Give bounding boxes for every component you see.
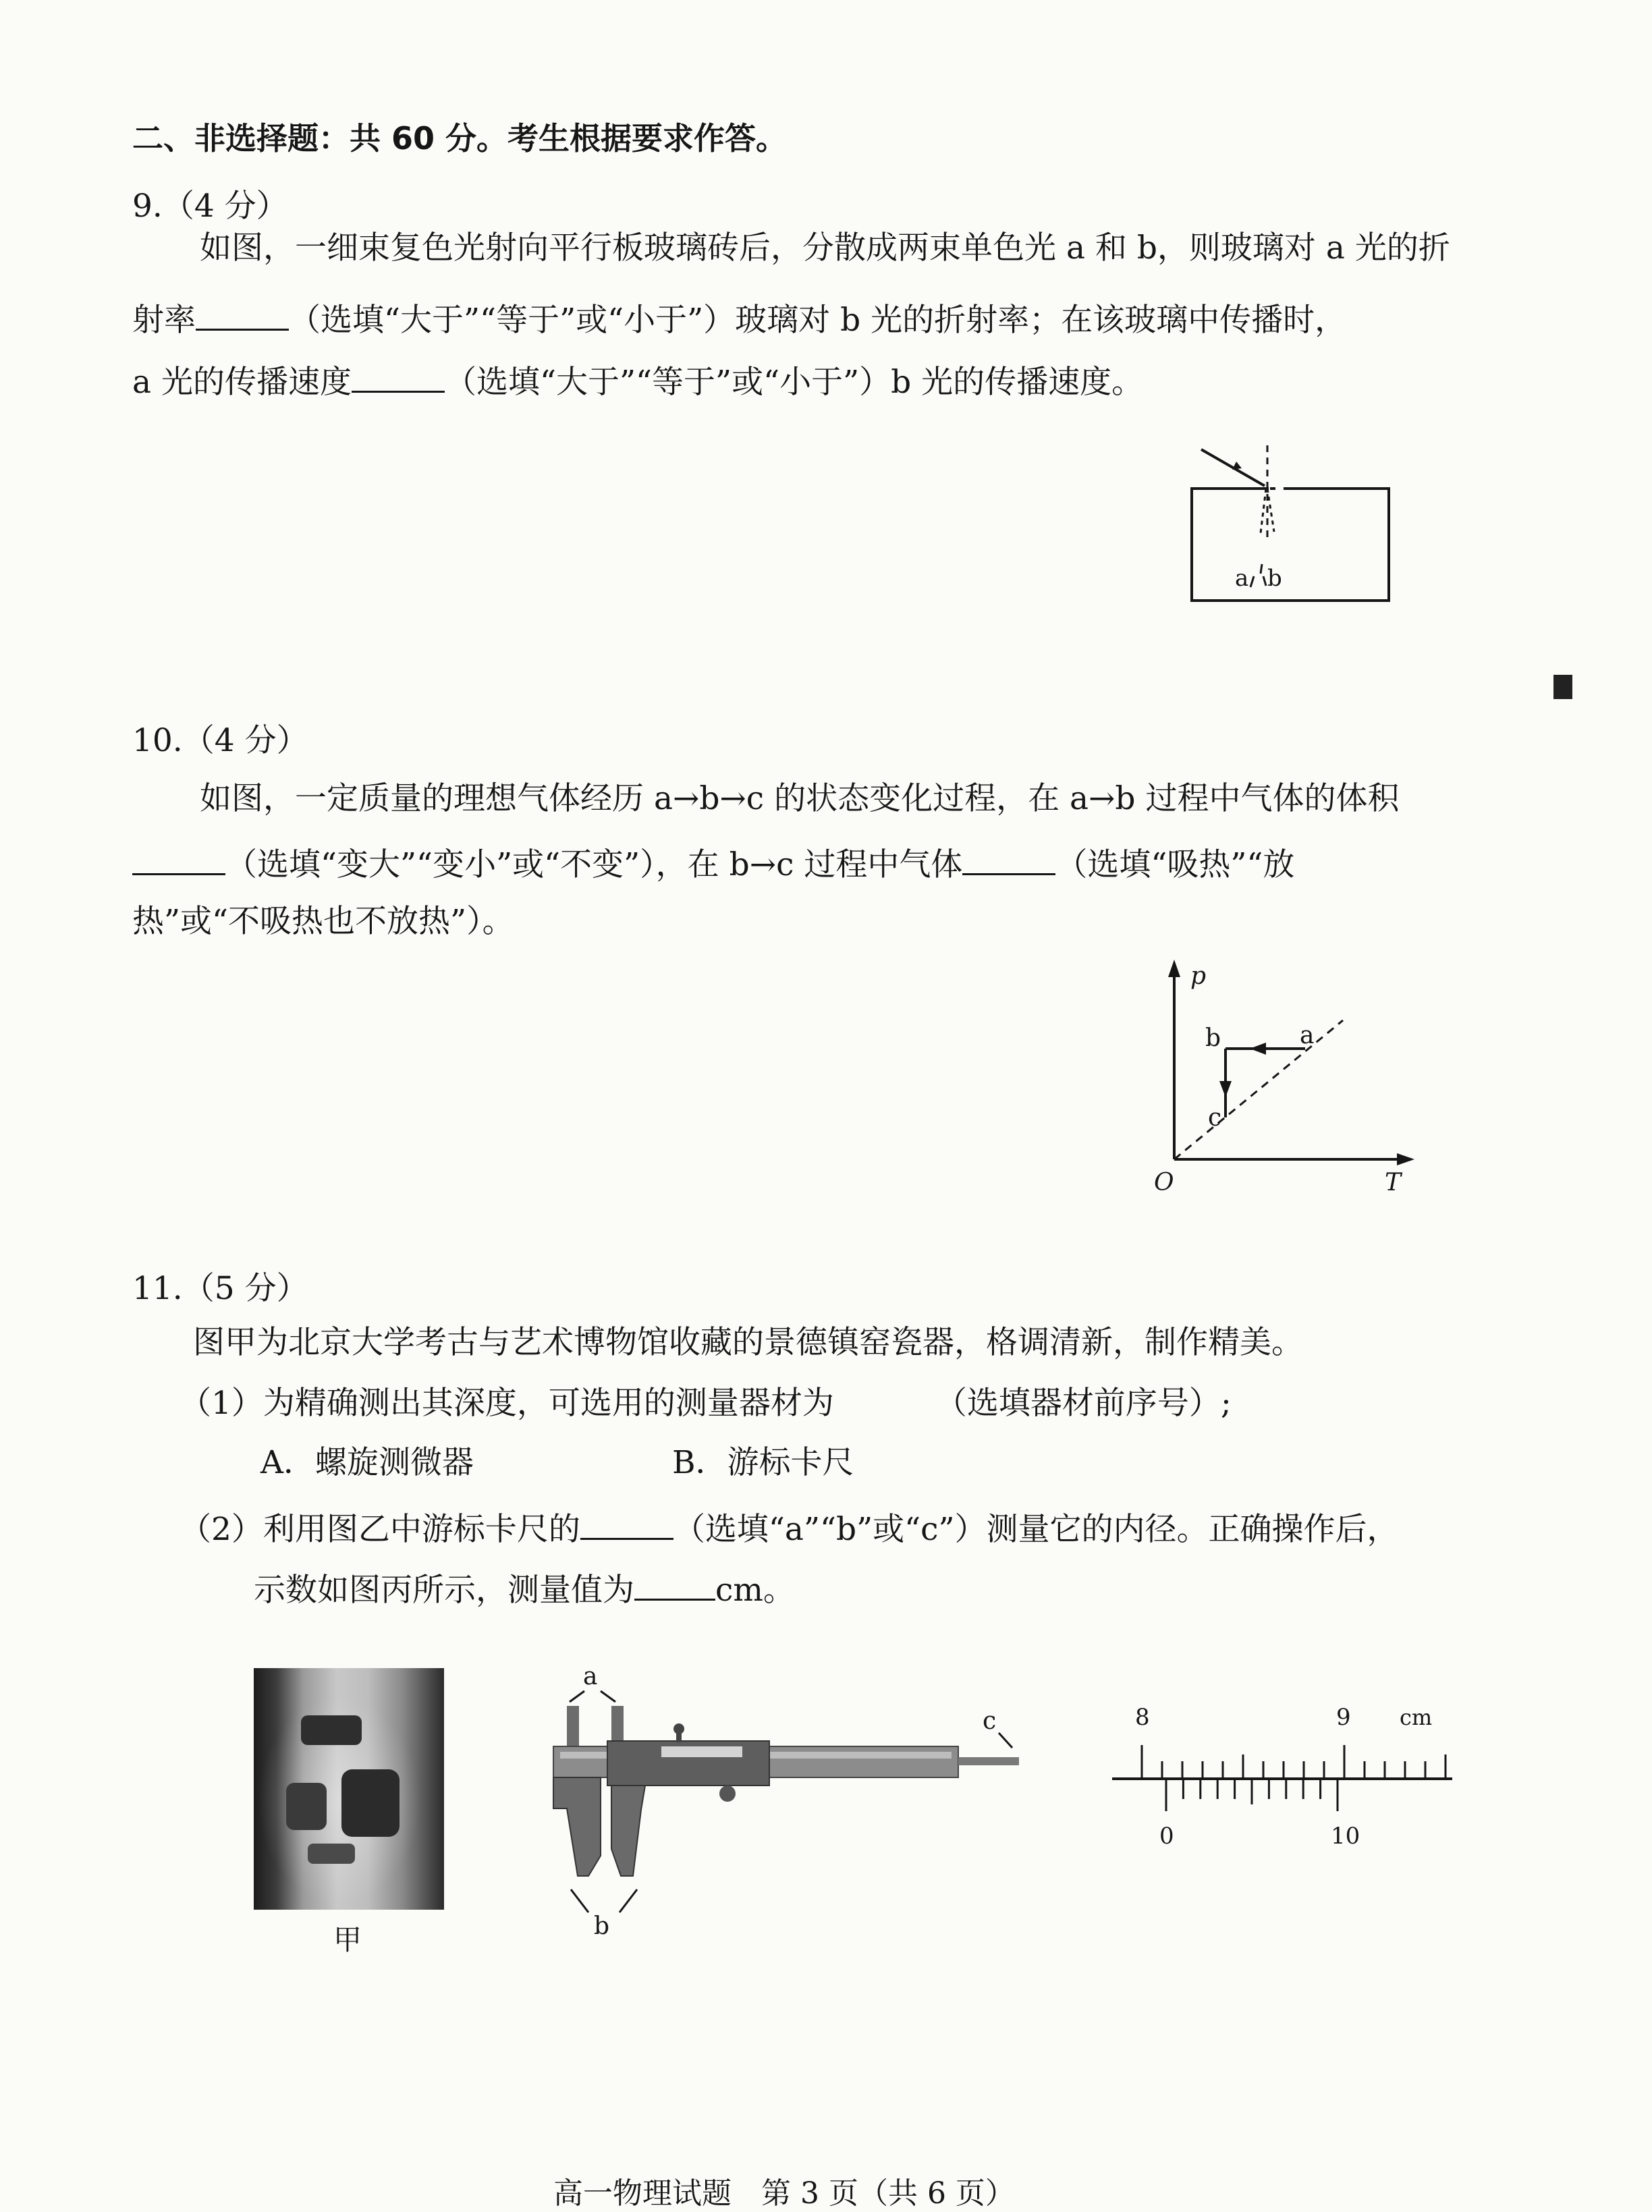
fig-jia-caption: 甲	[333, 1923, 362, 1956]
q9-line3-a: a 光的传播速度	[132, 364, 352, 401]
depth-rod	[958, 1757, 1019, 1765]
arrow-a-to-b-icon	[1250, 1043, 1266, 1055]
main-scale-8: 8	[1135, 1704, 1150, 1731]
isochore-dashed-line	[1174, 1020, 1343, 1159]
point-b-label: b	[1205, 1024, 1221, 1052]
T-axis-arrow-icon	[1397, 1153, 1414, 1165]
q11-blank2[interactable]	[580, 1506, 673, 1540]
main-scale-unit: cm	[1400, 1705, 1433, 1730]
main-scale-ticks	[1142, 1745, 1446, 1779]
q9-number: 9.（4 分）	[132, 188, 288, 225]
q10-line2-b: （选填“变大”“变小”或“不变”），在 b→c 过程中气体	[225, 846, 963, 883]
q11-part2-line2	[254, 1567, 795, 1609]
T-axis-label: T	[1385, 1169, 1402, 1196]
incident-ray	[1201, 449, 1265, 486]
q11-part2-b: （选填“a”“b”或“c”）测量它的内径。正确操作后，	[673, 1511, 1399, 1548]
q11-blank3[interactable]	[634, 1567, 715, 1601]
q9-line3	[132, 359, 1143, 402]
porcelain-photo	[254, 1668, 444, 1910]
vernier-caliper-figure	[513, 1653, 1066, 1937]
vernier-scale-0: 0	[1159, 1823, 1174, 1850]
q10-line2-c: （选填“吸热”“放	[1055, 846, 1295, 883]
painted-motif	[301, 1715, 362, 1745]
q10-line2	[132, 841, 1294, 884]
q9-line2-b: （选填“大于”“等于”或“小于”）玻璃对 b 光的折射率；在该玻璃中传播时，	[289, 302, 1347, 339]
q11-part2	[180, 1506, 1399, 1549]
outside-jaw-fixed	[553, 1777, 601, 1876]
ray-label-b: b	[1267, 565, 1282, 592]
q10-blank1[interactable]	[132, 841, 225, 875]
q11-part1-b: （选填器材前序号）;	[935, 1385, 1232, 1422]
q9-blank1[interactable]	[196, 297, 289, 331]
page-footer: 高一物理试题 第 3 页（共 6 页）	[553, 2176, 1015, 2211]
vernier-scale-figure	[1107, 1701, 1458, 1856]
refracted-ray-a	[1261, 489, 1266, 533]
q11-blank1[interactable]	[834, 1382, 935, 1414]
point-c-label: c	[1208, 1104, 1222, 1132]
incident-arrow-icon	[1232, 462, 1242, 470]
q11-intro: 图甲为北京大学考古与艺术博物馆收藏的景德镇窑瓷器，格调清新，制作精美。	[193, 1324, 1303, 1361]
q10-number: 10.（4 分）	[132, 722, 308, 759]
vernier-scale-10: 10	[1331, 1823, 1360, 1850]
p-axis-arrow-icon	[1168, 960, 1180, 977]
registration-mark	[1553, 675, 1572, 699]
q11-part2-a: （2）利用图乙中游标卡尺的	[180, 1511, 580, 1548]
q11-option-a: A．螺旋测微器	[260, 1444, 474, 1481]
q9-figure-glass-slab	[1174, 439, 1417, 614]
q11-option-b: B．游标卡尺	[672, 1444, 854, 1481]
section-title: 二、非选择题：共 60 分。考生根据要求作答。	[132, 120, 788, 157]
vernier-scale-ticks	[1166, 1779, 1338, 1811]
q11-part1-a: （1）为精确测出其深度，可选用的测量器材为	[180, 1385, 834, 1422]
caliper-label-a: a	[583, 1663, 598, 1690]
glass-slab-outline	[1192, 489, 1389, 601]
thumb-wheel-icon	[719, 1786, 736, 1802]
point-a-label: a	[1300, 1022, 1315, 1049]
q9-line3-b: （选填“大于”“等于”或“小于”）b 光的传播速度。	[444, 364, 1144, 401]
q9-line2-a: 射率	[132, 302, 196, 339]
q11-part1	[180, 1382, 1232, 1422]
q11-part2-c: 示数如图丙所示，测量值为	[254, 1572, 634, 1609]
q9-blank2[interactable]	[352, 359, 445, 393]
p-axis-label: p	[1190, 962, 1207, 990]
q9-line1: 如图，一细束复色光射向平行板玻璃砖后，分散成两束单色光 a 和 b，则玻璃对 a 光的折	[200, 229, 1450, 267]
q11-part2-d: cm。	[715, 1572, 795, 1609]
outside-jaw-movable	[611, 1786, 645, 1876]
q10-blank2[interactable]	[962, 841, 1055, 875]
origin-label: O	[1154, 1169, 1174, 1196]
caliper-label-c: c	[983, 1707, 997, 1735]
ray-label-a: a	[1235, 565, 1249, 592]
q10-line1: 如图，一定质量的理想气体经历 a→b→c 的状态变化过程，在 a→b 过程中气体的体积	[200, 780, 1400, 817]
q10-figure-pT-diagram	[1147, 945, 1431, 1201]
main-scale-9: 9	[1336, 1704, 1351, 1731]
q9-line2	[132, 297, 1346, 339]
q10-line3: 热”或“不吸热也不放热”）。	[132, 903, 514, 940]
q11-number: 11.（5 分）	[132, 1270, 308, 1307]
arrow-b-to-c-icon	[1219, 1081, 1232, 1097]
caliper-label-b: b	[594, 1912, 610, 1937]
